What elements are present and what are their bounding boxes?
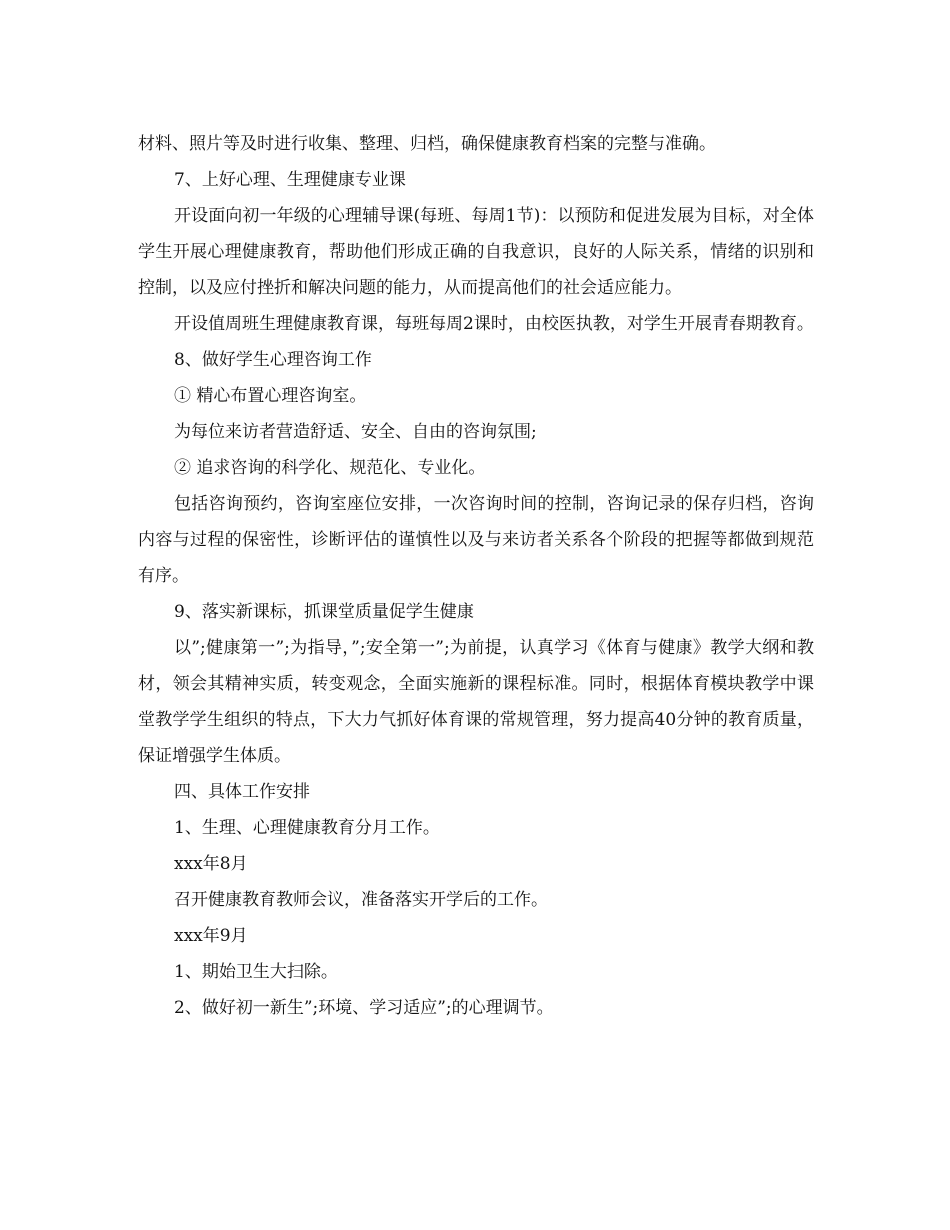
list-item-1: ① 精心布置心理咨询室。 <box>174 386 367 406</box>
section-heading-4: 四、具体工作安排 <box>174 782 310 802</box>
paragraph-curriculum: 以”;健康第一”;为指导，”;安全第一”;为前提，认真学习《体育与健康》教学大纲和教材，领会其精神实质，转变观念，全面实施新的课程标准。同时，根据体育模块教学中课堂教学学生组织的特点，下大力气抓好体育课的常规管理，努力提高40分钟的教育质量，保证增强学生体质。 <box>138 638 814 766</box>
paragraph-1: 材料、照片等及时进行收集、整理、归档，确保健康教育档案的完整与准确。 <box>138 134 716 154</box>
section-heading-7: 7、上好心理、生理健康专业课 <box>174 170 406 190</box>
month-heading-august: xxx年8月 <box>174 854 248 874</box>
paragraph-psych-course: 开设面向初一年级的心理辅导课(每班、每周1节)：以预防和促进发展为目标，对全体学生开展心理健康教育，帮助他们形成正确的自我意识，良好的人际关系，情绪的识别和控制，以及应付挫折和解决问题的能力，从而提高他们的社会适应能力。 <box>138 206 814 298</box>
list-item-2: ② 追求咨询的科学化、规范化、专业化。 <box>174 458 486 478</box>
paragraph-august-task: 召开健康教育教师会议，准备落实开学后的工作。 <box>174 890 548 910</box>
subsection-heading-1: 1、生理、心理健康教育分月工作。 <box>174 818 440 838</box>
section-heading-8: 8、做好学生心理咨询工作 <box>174 350 372 370</box>
section-heading-9: 9、落实新课标，抓课堂质量促学生健康 <box>174 602 474 622</box>
document-body <box>138 126 814 1026</box>
september-task-1: 1、期始卫生大扫除。 <box>174 962 338 982</box>
month-heading-september: xxx年9月 <box>174 926 248 946</box>
september-task-2: 2、做好初一新生”;环境、学习适应”;的心理调节。 <box>174 998 554 1018</box>
paragraph-consulting: 包括咨询预约，咨询室座位安排，一次咨询时间的控制，咨询记录的保存归档，咨询内容与过程的保密性，诊断评估的谨慎性以及与来访者关系各个阶段的把握等都做到规范有序。 <box>138 494 814 586</box>
paragraph-atmosphere: 为每位来访者营造舒适、安全、自由的咨询氛围; <box>174 422 537 442</box>
paragraph-physio-course: 开设值周班生理健康教育课，每班每周2课时，由校医执教，对学生开展青春期教育。 <box>174 314 814 334</box>
